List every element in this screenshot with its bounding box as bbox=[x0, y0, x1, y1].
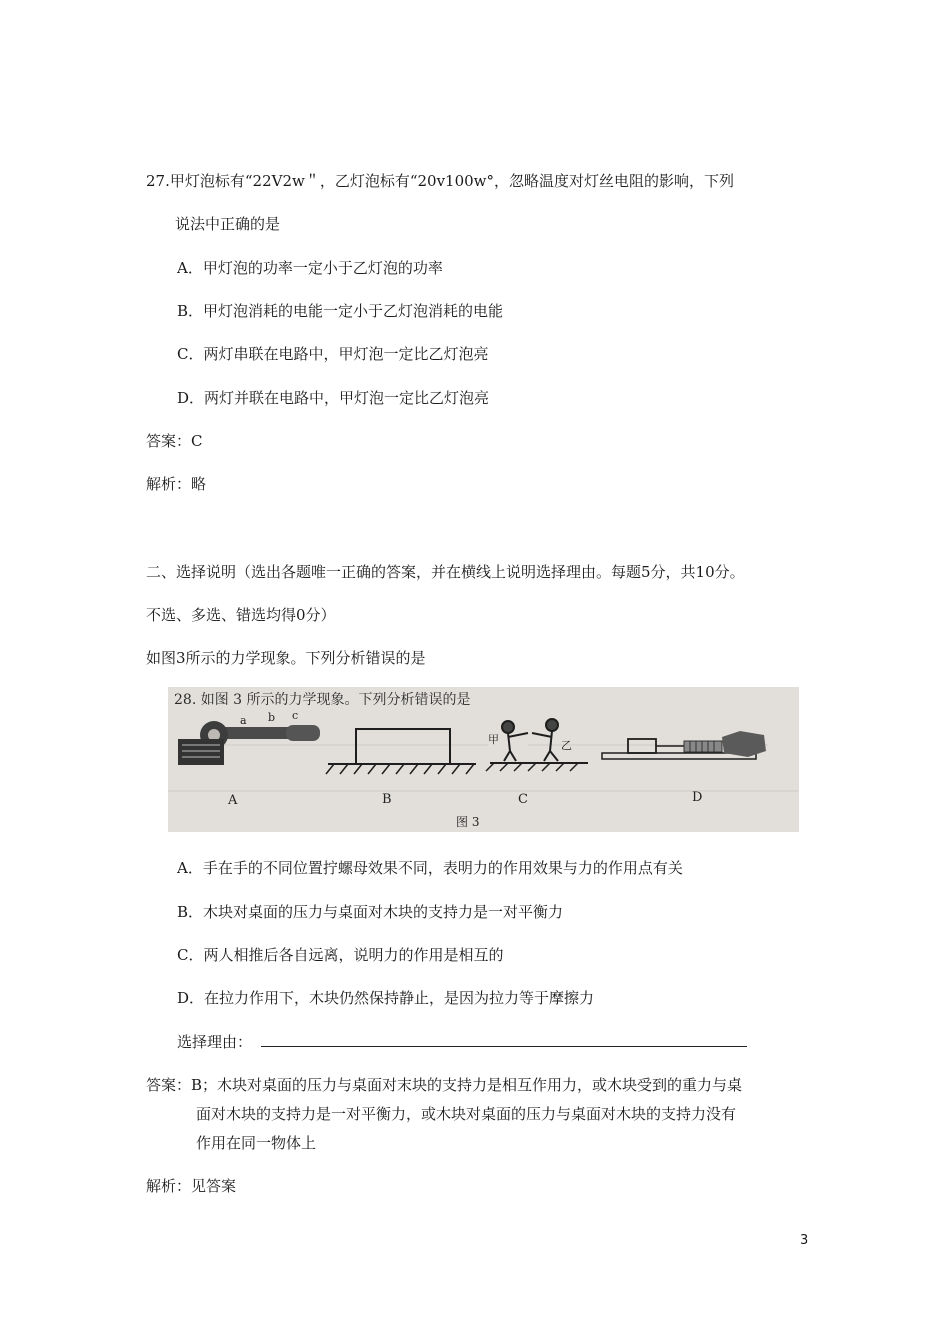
q27-option-b: B．甲灯泡消耗的电能一定小于乙灯泡消耗的电能 bbox=[177, 302, 504, 320]
q28-option-a: A．手在手的不同位置拧螺母效果不同，表明力的作用效果与力的作用点有关 bbox=[177, 859, 683, 877]
q28-answer-line1: 答案：B；木块对桌面的压力与桌面对末块的支持力是相互作用力，或木块受到的重力与桌 bbox=[146, 1076, 743, 1094]
q28-answer-line3: 作用在同一物体上 bbox=[196, 1134, 317, 1152]
q27-option-c: C．两灯串联在电路中，甲灯泡一定比乙灯泡亮 bbox=[177, 345, 489, 363]
q27-answer: 答案：C bbox=[146, 432, 203, 450]
person-label-jia: 甲 bbox=[488, 733, 499, 746]
q27-stem-line2: 说法中正确的是 bbox=[175, 215, 281, 233]
figure-caption: 图 3 bbox=[456, 815, 480, 829]
section2-heading-line1: 二、选择说明（选出各题唯一正确的答案，并在横线上说明选择理由。每题5分，共10分。 bbox=[146, 563, 745, 581]
q28-option-d: D．在拉力作用下，木块仍然保持静止，是因为拉力等于摩擦力 bbox=[177, 989, 595, 1007]
panel-label-c: C bbox=[518, 792, 528, 807]
panel-label-a: A bbox=[228, 793, 238, 808]
q27-analysis: 解析：略 bbox=[146, 475, 207, 493]
wrench-mark-a: a bbox=[240, 714, 247, 727]
q27-stem-line1: 27.甲灯泡标有“22V2w＂，乙灯泡标有“20v100w°，忽略温度对灯丝电阻的影响，下列 bbox=[146, 172, 735, 190]
q28-option-b: B．木块对桌面的压力与桌面对木块的支持力是一对平衡力 bbox=[177, 903, 564, 921]
figure-header-text: 28. 如图 3 所示的力学现象。下列分析错误的是 bbox=[174, 692, 471, 708]
panel-label-d: D bbox=[692, 790, 703, 805]
reason-blank-line bbox=[261, 1046, 747, 1047]
figure-3 bbox=[168, 687, 799, 832]
person-label-yi: 乙 bbox=[561, 739, 572, 752]
wrench-mark-b: b bbox=[268, 711, 276, 724]
q27-option-d: D．两灯并联在电路中，甲灯泡一定比乙灯泡亮 bbox=[177, 389, 490, 407]
q28-stem: 如图3所示的力学现象。下列分析错误的是 bbox=[146, 649, 426, 667]
q28-reason-label: 选择理由： bbox=[177, 1033, 253, 1051]
q28-answer-line2: 面对木块的支持力是一对平衡力，或木块对桌面的压力与桌面对木块的支持力没有 bbox=[196, 1105, 737, 1123]
q28-option-c: C．两人相推后各自远离，说明力的作用是相互的 bbox=[177, 946, 504, 964]
panel-label-b: B bbox=[382, 792, 392, 807]
q27-option-a: A．甲灯泡的功率一定小于乙灯泡的功率 bbox=[177, 259, 443, 277]
page-number: 3 bbox=[800, 1233, 809, 1248]
section2-heading-line2: 不选、多选、错选均得0分） bbox=[146, 606, 336, 624]
wrench-mark-c: c bbox=[292, 709, 299, 722]
q28-analysis: 解析：见答案 bbox=[146, 1177, 237, 1195]
